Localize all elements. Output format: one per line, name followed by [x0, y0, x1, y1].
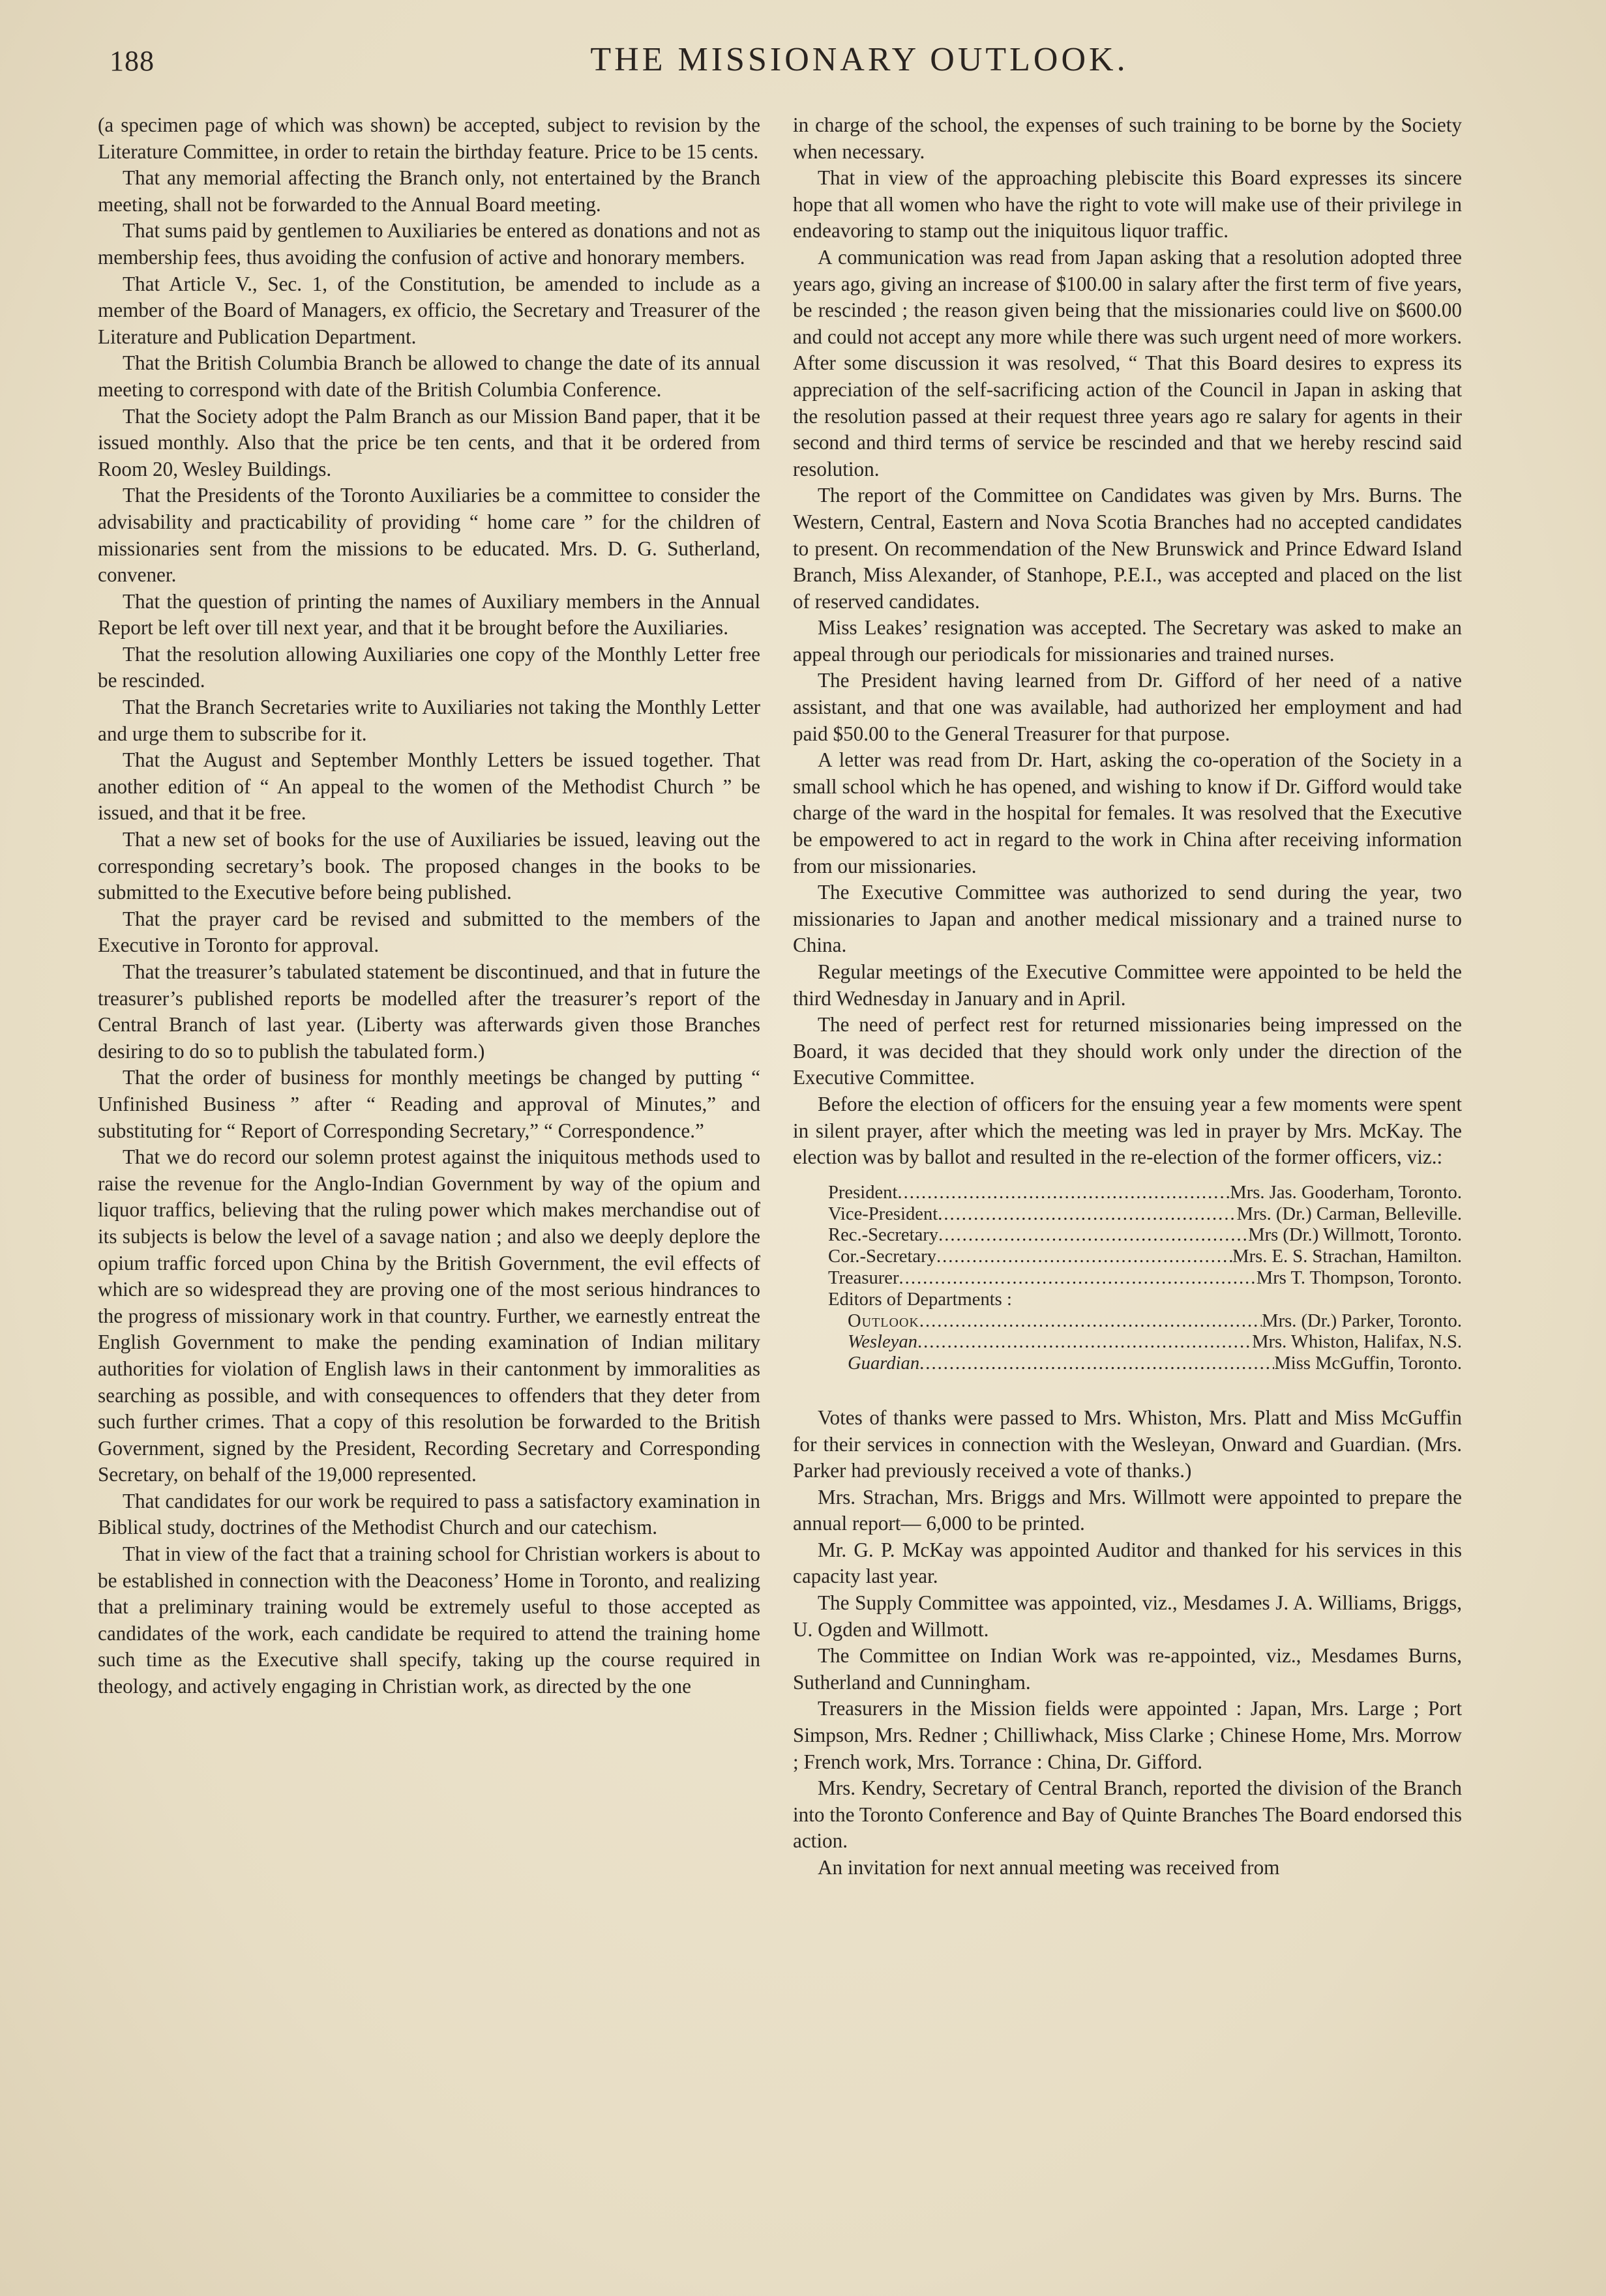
- editor-role: Guardian: [848, 1353, 920, 1374]
- officer-name: Mrs. Jas. Gooderham, Toronto.: [1230, 1182, 1462, 1203]
- paragraph: (a specimen page of which was shown) be accepted, subject to revision by the Literature Committee, in order to retain the birthday feature. Price to be 15 cents.: [98, 113, 760, 163]
- paragraph: in charge of the school, the expenses of such training to be borne by the Society when necessary.: [793, 113, 1462, 163]
- editor-row: [828, 1332, 1462, 1353]
- leader-dots: [919, 1311, 1262, 1332]
- editor-name: Mrs. (Dr.) Parker, Toronto.: [1262, 1310, 1462, 1331]
- paragraph: A letter was read from Dr. Hart, asking the co-operation of the Society in a small school which he has opened, and wishing to know if Dr. Gifford would take charge of the ward in the hospital for females. It was resolved that the Executive be empowered to act in regard to the work in China after receiving information from our missionaries.: [793, 748, 1462, 877]
- editor-role: Wesleyan: [848, 1332, 917, 1353]
- paragraph: That in view of the approaching plebiscite this Board expresses its sincere hope that all women who have the right to vote will make use of their privilege in endeavoring to stamp out the iniquitous liquor traffic.: [793, 166, 1462, 243]
- paragraph: That the Society adopt the Palm Branch as our Mission Band paper, that it be issued monthly. Also that the price be ten cents, and that it be ordered from Room 20, Wesley Buildings.: [98, 404, 760, 480]
- paragraph: That the Presidents of the Toronto Auxiliaries be a committee to consider the advisability and practicability of providing “ home care ” for the children of missionaries sent from the missions to be educated. Mrs. D. G. Sutherland, convener.: [98, 484, 760, 587]
- officer-row: [828, 1225, 1462, 1246]
- paragraph: That the order of business for monthly meetings be changed by putting “ Unfinished Business ” after “ Reading and approval of Minutes,” and substituting for “ Report of Corresponding Secretary,” “ Correspondence.”: [98, 1066, 760, 1142]
- officer-role: Treasurer: [828, 1267, 899, 1288]
- right-column: [793, 112, 1462, 1881]
- paragraph: The report of the Committee on Candidates was given by Mrs. Burns. The Western, Central, Eastern and Nova Scotia Branches had no accepted candidates to present. On recommendation of the New Brunswick and Prince Edward Island Branch, Miss Alexander, of Stanhope, P.E.I., was accepted and placed on the list of reserved candidates.: [793, 484, 1462, 613]
- paragraph: That Article V., Sec. 1, of the Constitution, be amended to include as a member of the Board of Managers, ex officio, the Secretary and Treasurer of the Literature and Publication Department.: [98, 272, 760, 348]
- leader-dots: [919, 1353, 1274, 1375]
- paragraph: That the question of printing the names of Auxiliary members in the Annual Report be left over till next year, and that it be brought before the Auxiliaries.: [98, 589, 760, 640]
- paragraph: That we do record our solemn protest against the iniquitous methods used to raise the revenue for the Anglo-Indian Government by way of the opium and liquor traffics, believing that the ruling power which makes merchandise out of its subjects is below the level of a savage nation ; and also we deeply deplore the opium traffic forced upon China by the British Government, the evil effects of which are so widespread they are proving one of the most serious hindrances to the progress of missionary work in that country. Further, we earnestly entreat the English Government to make the pending examination of Indian military authorities for violation of English laws in their cantonment by immoralities as searching as possible, and with consequences to offenders that they deter from such further crimes. That a copy of this resolution be forwarded to the British Government, signed by the President, Recording Secretary and Corresponding Secretary, on behalf of the 19,000 represented.: [98, 1145, 760, 1486]
- officer-row: [828, 1204, 1462, 1226]
- paragraph: The Committee on Indian Work was re-appointed, viz., Mesdames Burns, Sutherland and Cunningham.: [793, 1644, 1462, 1694]
- officer-row: [828, 1246, 1462, 1268]
- paragraph: That the Branch Secretaries write to Auxiliaries not taking the Monthly Letter and urge them to subscribe for it.: [98, 696, 760, 745]
- paragraph: Before the election of officers for the ensuing year a few moments were spent in silent prayer, after which the meeting was led in prayer by Mrs. McKay. The election was by ballot and resulted in the re-election of the former officers, viz.:: [793, 1092, 1462, 1169]
- leader-dots: [899, 1268, 1257, 1289]
- page-number: 188: [110, 45, 155, 77]
- editor-name: Miss McGuffin, Toronto.: [1274, 1353, 1462, 1374]
- leader-dots: [938, 1225, 1248, 1246]
- officer-name: Mrs. E. S. Strachan, Hamilton.: [1232, 1246, 1462, 1267]
- paragraph: That any memorial affecting the Branch only, not entertained by the Branch meeting, shall not be forwarded to the Annual Board meeting.: [98, 166, 760, 216]
- leader-dots: [938, 1204, 1236, 1226]
- paragraph: The President having learned from Dr. Gifford of her need of a native assistant, and that one was available, had authorized her employment and had paid $50.00 to the General Treasurer for that purpose.: [793, 669, 1462, 745]
- paragraph: That the British Columbia Branch be allowed to change the date of its annual meeting to correspond with date of the British Columbia Conference.: [98, 351, 760, 401]
- leader-dots: [897, 1183, 1230, 1204]
- officer-role: Vice-President: [828, 1203, 938, 1224]
- page-header: [110, 40, 1453, 86]
- paragraph: A communication was read from Japan asking that a resolution adopted three years ago, giving an increase of $100.00 in salary after the first term of five years, be rescinded ; the reason given being that the missionaries could live on $600.00 and could not accept any more while there was such urgent need of more workers. After some discussion it was resolved, “ That this Board desires to express its appreciation of the self-sacrificing action of the Council in Japan in asking that the resolution passed at their request three years ago re salary for agents in their second and third terms of service be rescinded and that we hereby rescind said resolution.: [793, 245, 1462, 480]
- officer-role: President: [828, 1182, 898, 1203]
- paragraph: The Executive Committee was authorized to send during the year, two missionaries to Japan and another medical missionary and a trained nurse to China.: [793, 881, 1462, 957]
- editors-heading: Editors of Departments :: [828, 1289, 1012, 1310]
- paragraph: Mr. G. P. McKay was appointed Auditor and thanked for his services in this capacity last year.: [793, 1538, 1462, 1588]
- paragraph: The need of perfect rest for returned missionaries being impressed on the Board, it was decided that they should work only under the direction of the Executive Committee.: [793, 1013, 1462, 1089]
- officer-name: Mrs T. Thompson, Toronto.: [1256, 1267, 1462, 1288]
- paragraph: That in view of the fact that a training school for Christian workers is about to be established in connection with the Deaconess’ Home in Toronto, and realizing that a preliminary training would be extremely useful to those accepted as candidates of the work, each candidate be required to attend the training home such time as the Executive shall specify, taking up the course required in theology, and actively engaging in Christian work, as directed by the one: [98, 1542, 760, 1698]
- editor-role: Outlook: [848, 1310, 919, 1331]
- left-column: [98, 112, 760, 1700]
- paragraph: That a new set of books for the use of Auxiliaries be issued, leaving out the corresponding secretary’s book. The proposed changes in the books to be submitted to the Executive before being published.: [98, 828, 760, 904]
- editor-name: Mrs. Whiston, Halifax, N.S.: [1252, 1332, 1462, 1353]
- paragraph: That the August and September Monthly Letters be issued together. That another edition of “ An appeal to the women of the Methodist Church ” be issued, and that it be free.: [98, 748, 760, 825]
- officer-name: Mrs (Dr.) Willmott, Toronto.: [1248, 1225, 1462, 1246]
- paragraph: Regular meetings of the Executive Committee were appointed to be held the third Wednesday in January and in April.: [793, 960, 1462, 1010]
- paragraph: Treasurers in the Mission fields were appointed : Japan, Mrs. Large ; Port Simpson, Mrs. Redner ; Chilliwhack, Miss Clarke ; Chinese Home, Mrs. Morrow ; French work, Mrs. Torrance : China, Dr. Gifford.: [793, 1697, 1462, 1773]
- paragraph: That sums paid by gentlemen to Auxiliaries be entered as donations and not as membership fees, thus avoiding the confusion of active and honorary members.: [98, 219, 760, 269]
- paragraph: That the resolution allowing Auxiliaries one copy of the Monthly Letter free be rescinded.: [98, 642, 760, 692]
- officer-row: [828, 1183, 1462, 1204]
- paragraph: Mrs. Kendry, Secretary of Central Branch, reported the division of the Branch into the Toronto Conference and Bay of Quinte Branches The Board endorsed this action.: [793, 1776, 1462, 1853]
- paragraph: An invitation for next annual meeting was received from: [818, 1856, 1280, 1879]
- officer-role: Cor.-Secretary: [828, 1246, 936, 1267]
- editor-row: [828, 1311, 1462, 1332]
- paragraph: Mrs. Strachan, Mrs. Briggs and Mrs. Willmott were appointed to prepare the annual report— 6,000 to be printed.: [793, 1485, 1462, 1535]
- paragraph: Miss Leakes’ resignation was accepted. The Secretary was asked to make an appeal through our periodicals for missionaries and trained nurses.: [793, 616, 1462, 666]
- officer-row: [828, 1268, 1462, 1289]
- running-title: THE MISSIONARY OUTLOOK.: [590, 41, 1129, 78]
- paragraph: Votes of thanks were passed to Mrs. Whiston, Mrs. Platt and Miss McGuffin for their services in connection with the Wesleyan, Onward and Guardian. (Mrs. Parker had previously received a vote of thanks.): [793, 1406, 1462, 1482]
- leader-dots: [917, 1332, 1252, 1353]
- paragraph: That the prayer card be revised and submitted to the members of the Executive in Toronto for approval.: [98, 907, 760, 957]
- officers-list: [828, 1183, 1462, 1375]
- editor-row: [828, 1353, 1462, 1375]
- paragraph: That the treasurer’s tabulated statement be discontinued, and that in future the treasurer’s published reports be modelled after the treasurer’s report of the Central Branch of last year. (Liberty was afterwards given those Branches desiring to do so to publish the tabulated form.): [98, 960, 760, 1063]
- paragraph: That candidates for our work be required to pass a satisfactory examination in Biblical study, doctrines of the Methodist Church and our catechism.: [98, 1489, 760, 1539]
- officer-name: Mrs. (Dr.) Carman, Belleville.: [1236, 1203, 1462, 1224]
- leader-dots: [936, 1246, 1232, 1268]
- paragraph: The Supply Committee was appointed, viz., Mesdames J. A. Williams, Briggs, U. Ogden and Willmott.: [793, 1591, 1462, 1641]
- officer-role: Rec.-Secretary: [828, 1225, 939, 1246]
